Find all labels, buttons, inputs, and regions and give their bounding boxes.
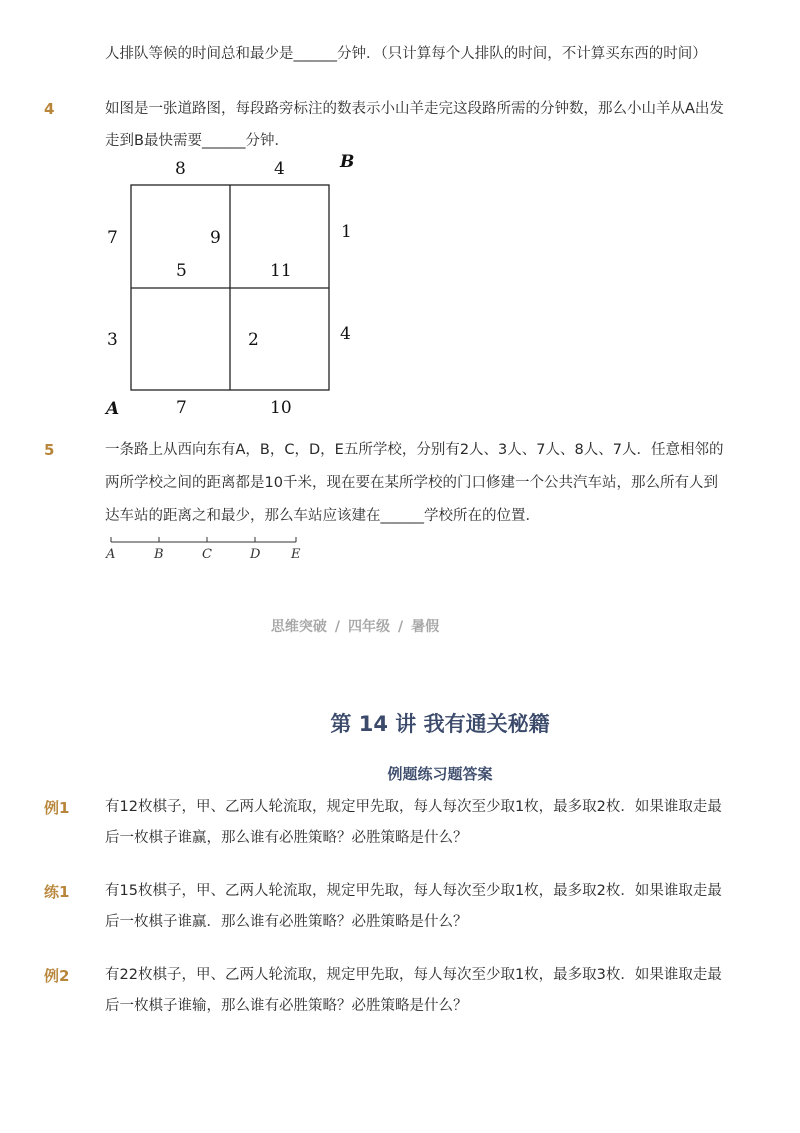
edge-weight-inner-vertical-upper: 9 [210, 228, 221, 248]
problem-label: 例2 [44, 967, 70, 985]
chapter-title: 第 14 讲 我有通关秘籍 [330, 712, 550, 736]
question-4-line-1: 如图是一张道路图，每段路旁标注的数表示小山羊走完这段路所需的分钟数，那么小山羊从A出发 [105, 101, 724, 117]
edge-weight-inner-horizontal-left: 5 [176, 261, 187, 281]
school-label-b: B [154, 547, 164, 562]
footer-series: 思维突破 [270, 619, 327, 635]
page-footer [0, 616, 710, 636]
problem-line-2: 后一枚棋子谁赢．那么谁有必胜策略？必胜策略是什么？ [105, 914, 468, 930]
edge-weight-inner-vertical-lower: 2 [248, 330, 259, 350]
problem-line-2: 后一枚棋子谁赢，那么谁有必胜策略？必胜策略是什么？ [105, 830, 468, 846]
edge-weight-top-right: 4 [274, 159, 285, 179]
problem-line-1: 有12枚棋子，甲、乙两人轮流取，规定甲先取，每人每次至少取1枚，最多取2枚．如果谁取走最 [105, 799, 722, 815]
road-grid-diagram [0, 0, 800, 430]
footer-separator: / [334, 619, 340, 635]
edge-weight-inner-horizontal-right: 11 [270, 261, 292, 281]
question-text-continuation: 人排队等候的时间总和最少是______分钟．（只计算每个人排队的时间，不计算买东西的时间） [105, 46, 707, 62]
problem-label: 例1 [44, 799, 70, 817]
school-line-diagram [0, 530, 400, 560]
school-label-d: D [250, 547, 261, 562]
edge-weight-bottom-left: 7 [176, 398, 187, 418]
edge-weight-right-lower: 4 [340, 324, 351, 344]
section-title: 例题练习题答案 [387, 765, 493, 783]
point-a-label: A [106, 399, 120, 419]
edge-weight-left-upper: 7 [107, 228, 118, 248]
question-number-5: 5 [44, 441, 55, 459]
footer-term: 暑假 [411, 619, 440, 635]
edge-weight-top-left: 8 [175, 159, 186, 179]
school-label-c: C [202, 547, 212, 562]
point-b-label: B [340, 152, 355, 172]
question-number-4: 4 [44, 100, 55, 118]
problem-label: 练1 [44, 883, 70, 901]
edge-weight-right-upper: 1 [341, 222, 352, 242]
edge-weight-bottom-right: 10 [270, 398, 292, 418]
question-5-line-3: 达车站的距离之和最少，那么车站应该建在______学校所在的位置． [105, 508, 540, 524]
problem-line-1: 有15枚棋子，甲、乙两人轮流取，规定甲先取，每人每次至少取1枚，最多取2枚．如果谁取走最 [105, 883, 722, 899]
problem-line-1: 有22枚棋子，甲、乙两人轮流取，规定甲先取，每人每次至少取1枚，最多取3枚．如果谁取走最 [105, 967, 722, 983]
question-5-line-2: 两所学校之间的距离都是10千米，现在要在某所学校的门口修建一个公共汽车站，那么所有人到 [105, 475, 718, 491]
edge-weight-left-lower: 3 [107, 330, 118, 350]
question-4-line-2: 走到B最快需要______分钟． [105, 133, 289, 149]
footer-grade: 四年级 [348, 619, 390, 635]
school-label-e: E [291, 547, 301, 562]
question-5-line-1: 一条路上从西向东有A，B，C，D，E五所学校，分别有2人、3人、7人、8人、7人．任意相邻的 [105, 442, 724, 458]
school-label-a: A [106, 547, 116, 562]
problem-line-2: 后一枚棋子谁输，那么谁有必胜策略？必胜策略是什么？ [105, 998, 468, 1014]
footer-separator: / [398, 619, 404, 635]
